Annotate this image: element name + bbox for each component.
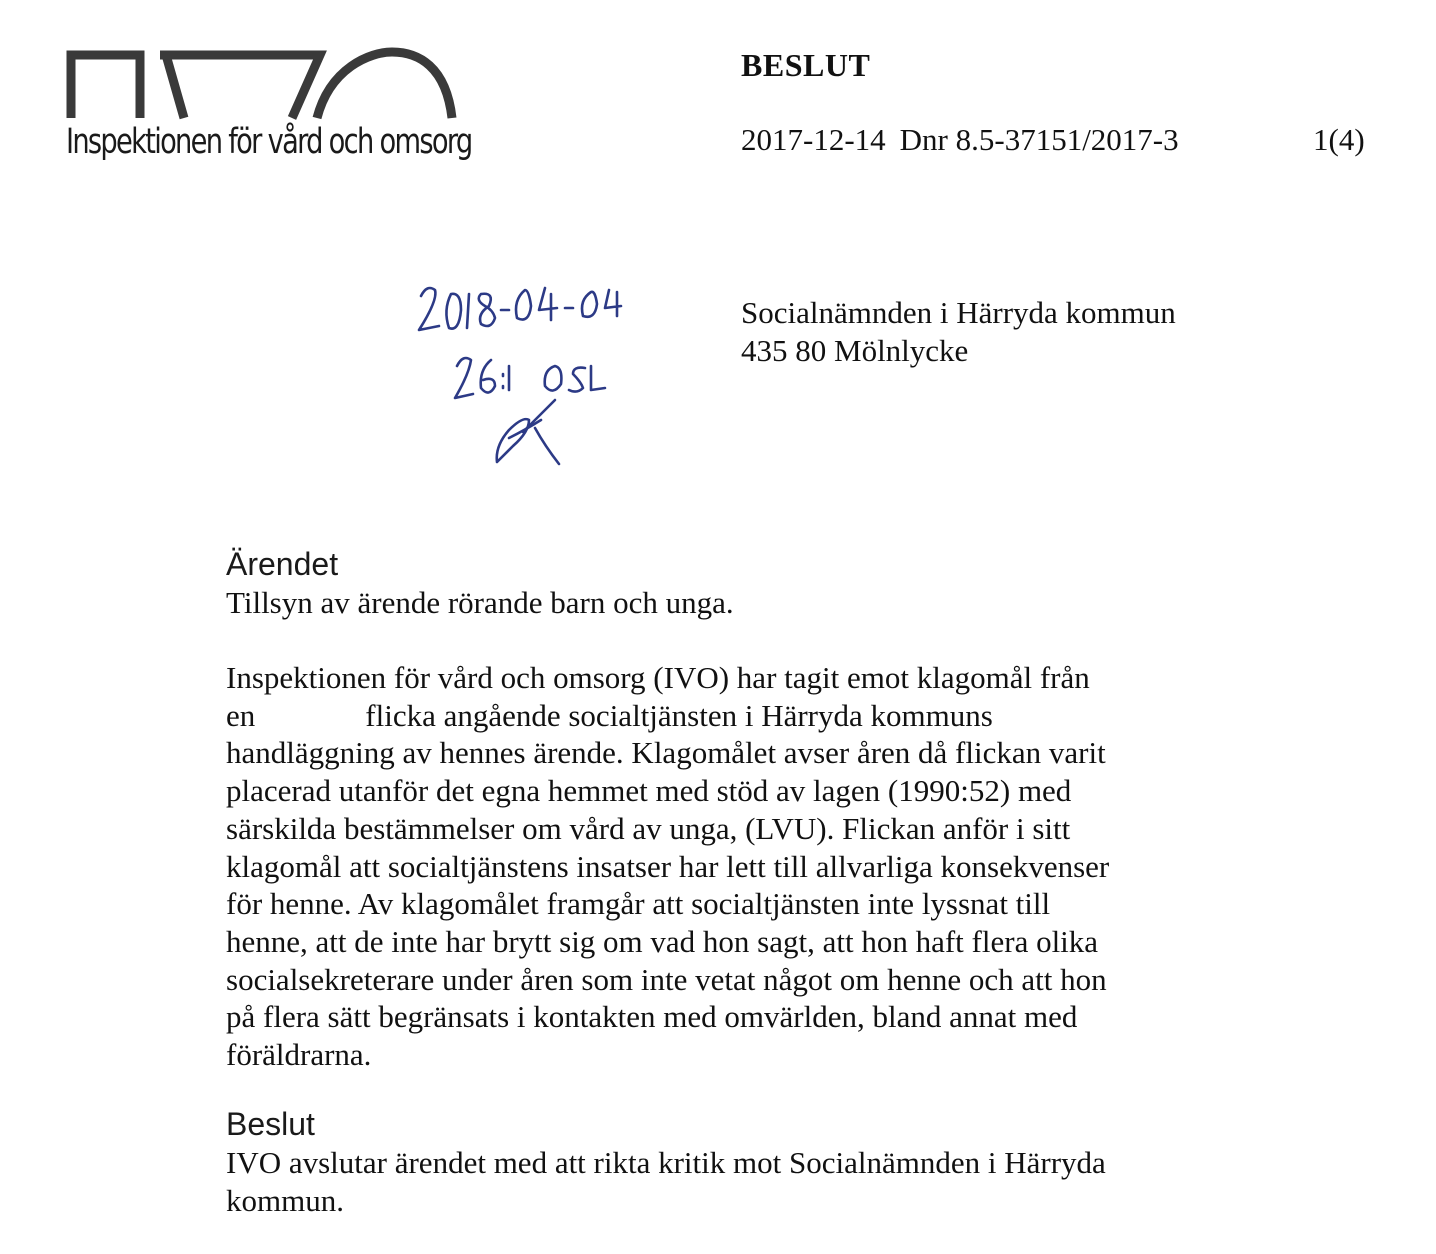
arendet-body: [226, 659, 1186, 1074]
section-heading-beslut: Beslut: [226, 1106, 315, 1142]
paragraph-line: socialsekreterare under åren som inte vetat något om henne och att hon: [226, 961, 1107, 997]
paragraph-line: henne, att de inte har brytt sig om vad hon sagt, att hon haft flera olika: [226, 923, 1099, 959]
agency-name: Inspektionen för vård och omsorg: [66, 122, 472, 162]
ivo-logo-mark-icon: [62, 40, 482, 130]
arendet-summary: [226, 584, 1186, 622]
paragraph-line: klagomål att socialtjänstens insatser har lett till allvarliga konsekvenser: [226, 848, 1110, 884]
diary-number: Dnr 8.5-37151/2017-3: [899, 122, 1179, 157]
recipient-name: Socialnämnden i Härryda kommun: [741, 295, 1176, 330]
handwriting-icon: [405, 270, 645, 480]
ivo-logo: [62, 40, 482, 170]
beslut-body: [226, 1144, 1186, 1219]
paragraph-line: Tillsyn av ärende rörande barn och unga.: [226, 585, 734, 620]
logo-mark-shape-1: [71, 55, 140, 118]
paragraph-line: IVO avslutar ärendet med att rikta kritik mot Socialnämnden i Härryda: [226, 1145, 1106, 1180]
logo-mark-shape-2: [160, 55, 258, 118]
paragraph-line: på flera sätt begränsats i kontakten med omvärlden, bland annat med: [226, 999, 1078, 1035]
redaction-prefix: en: [226, 697, 256, 733]
paragraph-line: kommun.: [226, 1182, 344, 1218]
paragraph-line: särskilda bestämmelser om vård av unga, (LVU). Flickan anför i sitt: [226, 810, 1071, 846]
logo-mark-shape-3: [258, 55, 320, 118]
handwritten-stamp: [405, 270, 645, 480]
redaction-suffix: flicka angående socialtjänsten i Härryda kommuns: [365, 697, 993, 733]
recipient-postal-address: 435 80 Mölnlycke: [741, 333, 969, 368]
document-type: BESLUT: [741, 47, 871, 83]
paragraph-line: placerad utanför det egna hemmet med stöd av lagen (1990:52) med: [226, 773, 1072, 809]
paragraph-line: för henne. Av klagomålet framgår att socialtjänsten inte lyssnat till: [226, 886, 1051, 922]
paragraph-line: föräldrarna.: [226, 1037, 372, 1073]
page-indicator: 1(4): [1313, 122, 1365, 157]
header-meta: [741, 122, 1179, 158]
section-heading-arendet: Ärendet: [226, 546, 339, 582]
recipient-address: [741, 294, 1176, 370]
document-date: 2017-12-14: [741, 122, 886, 157]
paragraph-line-redacted: [226, 697, 1186, 735]
paragraph-line: Inspektionen för vård och omsorg (IVO) har tagit emot klagomål från: [226, 660, 1090, 695]
logo-mark-shape-4: [317, 52, 452, 118]
paragraph-line: handläggning av hennes ärende. Klagomålet avser åren då flickan varit: [226, 735, 1106, 771]
